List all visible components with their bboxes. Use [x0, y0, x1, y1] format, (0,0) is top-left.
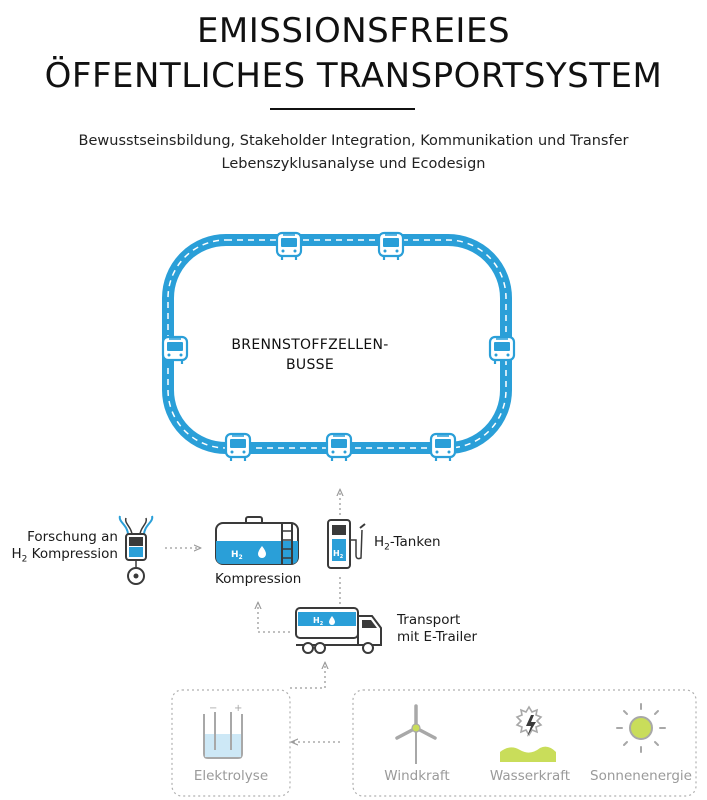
arrow-transport-to-compression	[258, 603, 290, 632]
bus-icon	[431, 434, 455, 461]
electrolysis-icon	[204, 703, 242, 758]
fueling-dispenser-icon	[328, 520, 365, 568]
bus-icon	[226, 434, 250, 461]
research-label-line-1: Forschung an	[27, 529, 118, 545]
transport-tank-label: $H_2$	[313, 616, 324, 627]
transport-label-line-1: Transport	[397, 612, 461, 628]
transport-label	[397, 612, 477, 646]
bus-loop-label-line-1: BRENNSTOFFZELLEN-	[231, 337, 389, 353]
bus-icon	[379, 233, 403, 260]
subtitle-line-1: Bewusstseinsbildung, Stakeholder Integration, Kommunikation und Transfer	[78, 133, 629, 149]
fueling-label: $H_2$-Tanken	[374, 534, 441, 553]
sun-icon	[617, 704, 665, 752]
bus-icon	[490, 337, 514, 364]
title-line-2: ÖFFENTLICHES TRANSPORTSYSTEM	[44, 56, 663, 96]
bus-icon	[277, 233, 301, 260]
transport-truck-icon	[296, 608, 381, 653]
water-power-icon	[500, 707, 556, 762]
compression-label: Kompression	[215, 571, 302, 587]
bus-loop-label	[220, 335, 400, 375]
fueling-dispenser-label: $H_2$	[333, 549, 344, 560]
arrow-electrolysis-to-transport	[290, 663, 325, 688]
compression-tank-label: $H_2$	[231, 550, 243, 561]
bus-loop-label-line-2: BUSSE	[286, 357, 334, 373]
wind-turbine-icon	[397, 706, 435, 764]
research-compression-icon	[120, 516, 153, 584]
wind-label: Windkraft	[384, 768, 450, 784]
bus-icon	[327, 434, 351, 461]
research-label-line-2: $H_2$ Kompression	[11, 546, 118, 565]
svg-text:−: −	[209, 703, 218, 714]
electrolysis-label: Elektrolyse	[193, 768, 269, 784]
svg-text:+: +	[234, 703, 243, 714]
sun-label: Sonnenenergie	[590, 768, 692, 784]
compression-tank-icon	[216, 517, 298, 564]
subtitle-line-2: Lebenszyklusanalyse und Ecodesign	[221, 156, 486, 172]
title-line-1: EMISSIONSFREIES	[196, 11, 511, 51]
research-label	[10, 529, 118, 569]
water-label: Wasserkraft	[489, 768, 571, 784]
transport-label-line-2: mit E-Trailer	[397, 629, 478, 645]
bus-icon	[163, 337, 187, 364]
